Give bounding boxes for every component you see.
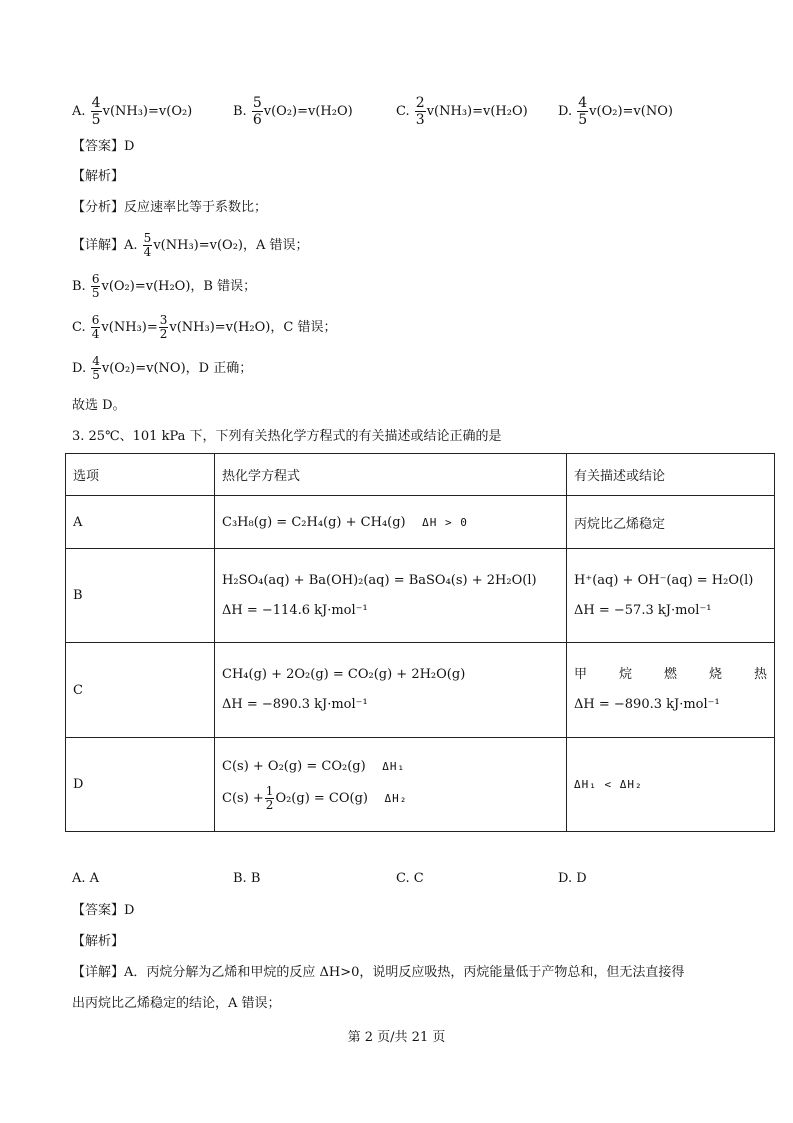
denominator: 5 — [92, 368, 100, 382]
q2-detail-b — [72, 271, 256, 303]
verdict: ，D 正确； — [185, 361, 253, 376]
choice-d: D. D — [558, 871, 587, 886]
expression: v(O₂)=v(NO) — [101, 361, 186, 376]
table-header-row — [66, 454, 775, 496]
expression: v(O₂)=v(H₂O) — [101, 279, 191, 294]
thermochem-table — [65, 453, 775, 832]
fraction — [91, 95, 102, 128]
option-label: D. — [558, 104, 573, 119]
enthalpy-change: ΔH = −114.6 kJ·mol⁻¹ — [222, 602, 368, 618]
row-conclusion: 丙烷比乙烯稳定 — [567, 496, 775, 549]
table-row — [66, 738, 775, 832]
verdict: ，C 错误； — [270, 320, 337, 335]
q2-detail-c — [72, 312, 336, 344]
numerator: 4 — [92, 354, 100, 368]
fraction — [91, 355, 101, 382]
denominator: 5 — [578, 112, 588, 128]
numerator: 3 — [159, 313, 168, 327]
char: 烧 — [708, 667, 722, 682]
option-label: B. — [233, 104, 247, 119]
detail-label: C. — [72, 320, 86, 335]
equation-text: C(s) + — [222, 790, 264, 806]
enthalpy-change: ΔH > 0 — [422, 515, 468, 529]
choice-b: B. B — [233, 871, 261, 886]
equation-text: O₂(g) = CO(g) — [275, 790, 368, 806]
denominator: 2 — [159, 327, 168, 341]
equation-text: H₂SO₄(aq) + Ba(OH)₂(aq) = BaSO₄(s) + 2H₂O(l) — [222, 572, 537, 588]
denominator: 3 — [415, 112, 425, 128]
option-a-top — [72, 95, 192, 128]
fraction — [252, 95, 263, 128]
expression: v(O₂)=v(H₂O) — [263, 104, 353, 119]
row-conclusion — [567, 738, 775, 832]
q2-detail-a — [72, 230, 309, 262]
enthalpy-change: ΔH₂ — [384, 791, 408, 805]
q3-analysis-heading: 【解析】 — [72, 934, 125, 949]
choice-c: C. C — [396, 871, 424, 886]
equation-line — [222, 784, 559, 814]
row-option: A — [66, 496, 215, 549]
enthalpy-change: ΔH₁ — [382, 759, 406, 773]
option-d-top — [558, 95, 673, 128]
enthalpy-change: ΔH = −57.3 kJ·mol⁻¹ — [574, 602, 712, 618]
numerator: 5 — [143, 231, 152, 245]
row-conclusion — [567, 643, 775, 738]
row-equation — [215, 738, 567, 832]
q3-detail-line1: 【详解】A．丙烷分解为乙烯和甲烷的反应 ΔH>0，说明反应吸热，丙烷能量低于产物总和，但无法直接得 — [72, 965, 685, 980]
numerator: 6 — [91, 272, 100, 286]
verdict: ，B 错误； — [190, 279, 257, 294]
char: 热 — [753, 667, 767, 682]
header-equation: 热化学方程式 — [215, 454, 567, 496]
page-footer: 第 2 页/共 21 页 — [347, 1030, 446, 1045]
choice-a: A. A — [72, 871, 100, 886]
enthalpy-change: ΔH = −890.3 kJ·mol⁻¹ — [574, 697, 720, 712]
equation-text: C(s) + O₂(g) = CO₂(g) — [222, 758, 366, 774]
option-c-top — [396, 95, 528, 128]
char: 烷 — [618, 667, 632, 682]
q2-analysis-heading: 【解析】 — [72, 169, 125, 184]
option-b-top — [233, 95, 353, 128]
equation-text: C₃H₈(g) = C₂H₄(g) + CH₄(g) — [222, 514, 406, 530]
numerator: 2 — [415, 95, 425, 111]
denominator: 2 — [265, 797, 274, 812]
denominator: 5 — [91, 112, 101, 128]
q3-stem: 3. 25℃、101 kPa 下，下列有关热化学方程式的有关描述或结论正确的是 — [72, 429, 502, 444]
table-row — [66, 549, 775, 643]
row-conclusion — [567, 549, 775, 643]
q2-answer: 【答案】D — [72, 139, 135, 154]
denominator: 6 — [252, 112, 262, 128]
row-equation — [215, 643, 567, 738]
verdict: ，A 错误； — [242, 238, 309, 253]
header-option: 选项 — [66, 454, 215, 496]
expression: v(NH₃)=v(H₂O) — [169, 320, 271, 335]
q3-answer: 【答案】D — [72, 903, 135, 918]
fraction — [91, 273, 101, 300]
expression: v(NH₃)= — [101, 320, 158, 335]
row-option: D — [66, 738, 215, 832]
fraction — [159, 314, 169, 341]
denominator: 4 — [91, 327, 100, 341]
q3-detail-line2: 出丙烷比乙烯稳定的结论，A 错误； — [72, 996, 281, 1011]
table-row — [66, 643, 775, 738]
option-label: C. — [396, 104, 410, 119]
expression: v(NH₃)=v(H₂O) — [426, 104, 528, 119]
expression: v(O₂)=v(NO) — [589, 104, 673, 119]
char: 甲 — [574, 667, 588, 682]
q2-detail-d — [72, 353, 252, 385]
numerator: 1 — [265, 783, 274, 798]
q2-conclusion: 故选 D。 — [72, 398, 126, 413]
conclusion-equation: H⁺(aq) + OH⁻(aq) = H₂O(l) — [574, 572, 754, 588]
row-equation — [215, 549, 567, 643]
equation-line — [222, 756, 559, 778]
char: 燃 — [663, 667, 677, 682]
numerator: 4 — [578, 95, 588, 111]
fraction — [143, 232, 153, 259]
fraction — [577, 95, 588, 128]
equation-text: CH₄(g) + 2O₂(g) = CO₂(g) + 2H₂O(g) — [222, 667, 466, 682]
fraction — [91, 314, 101, 341]
row-equation — [215, 496, 567, 549]
q2-fenxi: 【分析】反应速率比等于系数比； — [72, 200, 268, 215]
header-conclusion: 有关描述或结论 — [567, 454, 775, 496]
conclusion-text — [574, 664, 767, 686]
detail-label: B. — [72, 279, 86, 294]
denominator: 5 — [91, 286, 100, 300]
detail-label: 【详解】A. — [72, 238, 138, 253]
detail-label: D. — [72, 361, 87, 376]
conclusion-text: ΔH₁ < ΔH₂ — [574, 778, 643, 791]
fraction — [415, 95, 426, 128]
numerator: 5 — [252, 95, 262, 111]
enthalpy-change: ΔH = −890.3 kJ·mol⁻¹ — [222, 697, 368, 712]
fraction — [265, 785, 275, 812]
numerator: 6 — [91, 313, 100, 327]
expression: v(NH₃)=v(O₂) — [102, 104, 193, 119]
table-row — [66, 496, 775, 549]
expression: v(NH₃)=v(O₂) — [153, 238, 243, 253]
denominator: 4 — [143, 245, 152, 259]
option-label: A. — [72, 104, 86, 119]
numerator: 4 — [91, 95, 101, 111]
row-option: B — [66, 549, 215, 643]
row-option: C — [66, 643, 215, 738]
